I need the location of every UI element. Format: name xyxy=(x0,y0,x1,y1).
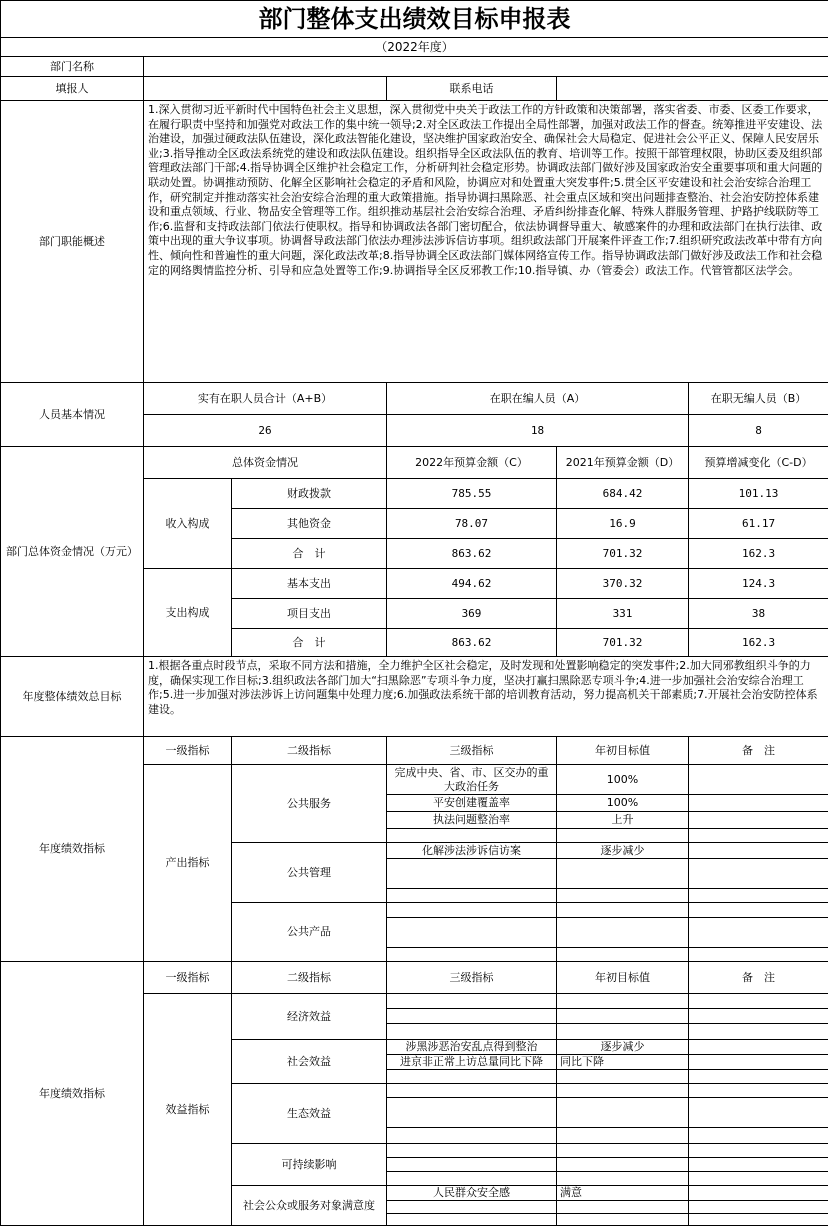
indicator-name: 完成中央、省、市、区交办的重大政治任务 xyxy=(387,765,557,795)
indicator-name xyxy=(387,1009,557,1024)
function-text: 1.深入贯彻习近平新时代中国特色社会主义思想，深入贯彻党中央关于政法工作的方针政策和决策部署，落实省委、市委、区委工作要求，在履行职责中坚持和加强党对政法工作的集中统一领导;2.对全区政法工作提出全局性部署，加强对政法工作的督查。统筹推进平安建设、法治建设，加强过硬政法队伍建设，深化政法智能化建设，坚决维护国家政治安全、确保社会大局稳定、促进社会公平正义、保障人民安居乐业;3.指导推动全区政法系统党的建设和政法队伍建设。组织指导全区政法队伍的教育、培训等工作。按照干部管理权限，协助区委及组织部管理政法部门干部;4.指导协调全区维护社会稳定工作，分析研判社会稳定形势。协调政法部门做好涉及国家政治安全重要事项和重大问题的联动处置。协调推动预防、化解全区影响社会稳定的矛盾和风险，协调应对和处置重大突发事件;5.贯全区平安建设和社会治安综合治理工作，研究制定并推动落实社会治安综合治理的重大政策措施。指导协调扫黑除恶、社会重点区域和突出问题排查整治、社会治安防控体系建设和重点领域、行业、物品安全管理等工作。组织推动基层社会治安综合治理、矛盾纠纷排查化解、特殊人群服务管理、护路护线联防等工作;6.监督和支持政法部门依法行使职权。指导和协调政法各部门密切配合，依法协调督导重大、敏感案件的办理和政法部门在执行法律、政策中出现的重大争议事项。协调督导政法部门依法办理涉法涉诉信访事项。组织政法部门开展案件评查工作;7.组织研究政法改革中带有方向性、倾向性和普遍性的重大问题，深化政法改革;8.指导协调全区政法部门媒体网络宣传工作。指导协调政法部门做好涉及政法工作和社会稳定的网络舆情监控分析、引导和应急处置等工作;9.协调指导全区反邪教工作;10.指导镇、办（管委会）政法工作。代管管都区法学会。 xyxy=(144,101,828,383)
indicator-name xyxy=(387,918,557,948)
indicator-name xyxy=(387,1024,557,1040)
output-level1: 产出指标 xyxy=(144,765,232,962)
table-cell: 61.17 xyxy=(689,509,828,539)
header-level2: 二级指标 xyxy=(232,962,387,994)
public-service-label: 公共服务 xyxy=(232,765,387,843)
table-cell: 863.62 xyxy=(387,629,557,657)
indicator-name xyxy=(387,1098,557,1128)
indicator-remark xyxy=(689,1144,828,1158)
phone-value[interactable] xyxy=(557,77,828,101)
funds-header-cd: 预算增减变化（C-D） xyxy=(689,447,828,479)
indicator-target xyxy=(557,1172,689,1186)
dept-name-label: 部门名称 xyxy=(1,57,144,77)
year-label: （2022年度） xyxy=(1,38,828,57)
dept-name-value[interactable] xyxy=(144,57,828,77)
indicator-remark xyxy=(689,1201,828,1214)
indicator-remark xyxy=(689,843,828,859)
header-target: 年初目标值 xyxy=(557,962,689,994)
indicator-remark xyxy=(689,795,828,812)
table-row-label: 财政拨款 xyxy=(232,479,387,509)
expense-label: 支出构成 xyxy=(144,569,232,657)
indicator-remark xyxy=(689,1214,828,1226)
table-row-label: 合 计 xyxy=(232,539,387,569)
indicator-remark xyxy=(689,812,828,829)
header-remark: 备 注 xyxy=(689,737,828,765)
personnel-value-a: 18 xyxy=(387,415,689,447)
indicator-name: 人民群众安全感 xyxy=(387,1186,557,1201)
ecological-label: 生态效益 xyxy=(232,1084,387,1144)
indicator-name xyxy=(387,859,557,889)
indicator-name: 平安创建覆盖率 xyxy=(387,795,557,812)
output-indicators-label: 年度绩效指标 xyxy=(1,737,144,962)
indicator-remark xyxy=(689,994,828,1009)
indicator-remark xyxy=(689,1098,828,1128)
personnel-header-b: 在职无编人员（B） xyxy=(689,383,828,415)
indicator-name xyxy=(387,1201,557,1214)
indicator-remark xyxy=(689,1128,828,1144)
indicator-target xyxy=(557,1128,689,1144)
table-cell: 331 xyxy=(557,599,689,629)
reporter-value[interactable] xyxy=(144,77,387,101)
table-cell: 785.55 xyxy=(387,479,557,509)
table-cell: 38 xyxy=(689,599,828,629)
indicator-name xyxy=(387,829,557,843)
reporter-label: 填报人 xyxy=(1,77,144,101)
indicator-target xyxy=(557,1024,689,1040)
indicator-remark xyxy=(689,1040,828,1055)
personnel-header-a: 在职在编人员（A） xyxy=(387,383,689,415)
benefit-level1: 效益指标 xyxy=(144,994,232,1226)
funds-label: 部门总体资金情况（万元） xyxy=(1,447,144,657)
public-mgmt-label: 公共管理 xyxy=(232,843,387,903)
indicator-remark xyxy=(689,1172,828,1186)
indicator-target: 逐步减少 xyxy=(557,843,689,859)
indicator-name xyxy=(387,948,557,962)
indicator-target xyxy=(557,1158,689,1172)
table-cell: 78.07 xyxy=(387,509,557,539)
header-target: 年初目标值 xyxy=(557,737,689,765)
indicator-name: 化解涉法涉诉信访案 xyxy=(387,843,557,859)
indicator-remark xyxy=(689,859,828,889)
economic-label: 经济效益 xyxy=(232,994,387,1040)
indicator-name xyxy=(387,1144,557,1158)
indicator-name: 执法问题整治率 xyxy=(387,812,557,829)
indicator-remark xyxy=(689,1158,828,1172)
goal-text: 1.根据各重点时段节点，采取不同方法和措施，全力维护全区社会稳定，及时发现和处置影响稳定的突发事件;2.加大同邪教组织斗争的力度，确保实现工作目标;3.组织政法各部门加大“扫黑除恶”专项斗争力度，坚决打赢扫黑除恶专项斗争;4.进一步加强社会治安综合治理工作;5.进一步加强对涉法涉诉上访问题集中处理力度;6.加强政法系统干部的培训教育活动，努力提高机关干部素质;7.开展社会治安防控体系建设。 xyxy=(144,657,828,737)
indicator-name xyxy=(387,903,557,918)
indicator-name xyxy=(387,1128,557,1144)
table-row-label: 合 计 xyxy=(232,629,387,657)
table-row-label: 基本支出 xyxy=(232,569,387,599)
indicator-remark xyxy=(689,1055,828,1070)
indicator-target xyxy=(557,1214,689,1226)
table-cell: 162.3 xyxy=(689,629,828,657)
indicator-target xyxy=(557,1144,689,1158)
indicator-target xyxy=(557,859,689,889)
indicator-remark xyxy=(689,765,828,795)
indicator-name xyxy=(387,1084,557,1098)
funds-header-d: 2021年预算金额（D） xyxy=(557,447,689,479)
header-level3: 三级指标 xyxy=(387,737,557,765)
indicator-target: 上升 xyxy=(557,812,689,829)
table-row-label: 项目支出 xyxy=(232,599,387,629)
goal-label: 年度整体绩效总目标 xyxy=(1,657,144,737)
social-label: 社会效益 xyxy=(232,1040,387,1084)
indicator-name xyxy=(387,1172,557,1186)
page-title: 部门整体支出绩效目标申报表 xyxy=(1,1,828,38)
income-label: 收入构成 xyxy=(144,479,232,569)
table-cell: 701.32 xyxy=(557,539,689,569)
indicator-remark xyxy=(689,918,828,948)
indicator-name xyxy=(387,1070,557,1084)
benefit-indicators-label: 年度绩效指标 xyxy=(1,962,144,1226)
table-cell: 101.13 xyxy=(689,479,828,509)
header-level1: 一级指标 xyxy=(144,962,232,994)
indicator-target: 100% xyxy=(557,795,689,812)
indicator-target: 满意 xyxy=(557,1186,689,1201)
indicator-remark xyxy=(689,1024,828,1040)
indicator-remark xyxy=(689,1070,828,1084)
header-level3: 三级指标 xyxy=(387,962,557,994)
table-cell: 494.62 xyxy=(387,569,557,599)
funds-header-c: 2022年预算金额（C） xyxy=(387,447,557,479)
indicator-target xyxy=(557,994,689,1009)
personnel-value-total: 26 xyxy=(144,415,387,447)
function-label: 部门职能概述 xyxy=(1,101,144,383)
personnel-header-total: 实有在职人员合计（A+B） xyxy=(144,383,387,415)
header-level1: 一级指标 xyxy=(144,737,232,765)
indicator-target: 同比下降 xyxy=(557,1055,689,1070)
indicator-name xyxy=(387,1158,557,1172)
header-remark: 备 注 xyxy=(689,962,828,994)
indicator-target: 逐步减少 xyxy=(557,1040,689,1055)
indicator-remark xyxy=(689,948,828,962)
public-product-label: 公共产品 xyxy=(232,903,387,962)
indicator-target xyxy=(557,1084,689,1098)
table-cell: 124.3 xyxy=(689,569,828,599)
phone-label: 联系电话 xyxy=(387,77,557,101)
indicator-name xyxy=(387,1214,557,1226)
indicator-target xyxy=(557,889,689,903)
indicator-remark xyxy=(689,1186,828,1201)
funds-overall-label: 总体资金情况 xyxy=(144,447,387,479)
satisfaction-label: 社会公众或服务对象满意度 xyxy=(232,1186,387,1226)
indicator-name: 涉黑涉恶治安乱点得到整治 xyxy=(387,1040,557,1055)
table-cell: 16.9 xyxy=(557,509,689,539)
table-cell: 863.62 xyxy=(387,539,557,569)
indicator-target xyxy=(557,948,689,962)
table-cell: 369 xyxy=(387,599,557,629)
indicator-remark xyxy=(689,1084,828,1098)
indicator-name xyxy=(387,994,557,1009)
indicator-target: 100% xyxy=(557,765,689,795)
indicator-remark xyxy=(689,829,828,843)
indicator-remark xyxy=(689,903,828,918)
indicator-target xyxy=(557,1098,689,1128)
indicator-name xyxy=(387,889,557,903)
sustain-label: 可持续影响 xyxy=(232,1144,387,1186)
table-cell: 162.3 xyxy=(689,539,828,569)
personnel-label: 人员基本情况 xyxy=(1,383,144,447)
indicator-name: 进京非正常上访总量同比下降 xyxy=(387,1055,557,1070)
header-level2: 二级指标 xyxy=(232,737,387,765)
indicator-target xyxy=(557,829,689,843)
indicator-remark xyxy=(689,889,828,903)
indicator-target xyxy=(557,1070,689,1084)
table-row-label: 其他资金 xyxy=(232,509,387,539)
indicator-target xyxy=(557,1009,689,1024)
table-cell: 370.32 xyxy=(557,569,689,599)
table-cell: 684.42 xyxy=(557,479,689,509)
indicator-target xyxy=(557,918,689,948)
table-cell: 701.32 xyxy=(557,629,689,657)
personnel-value-b: 8 xyxy=(689,415,828,447)
indicator-target xyxy=(557,1201,689,1214)
indicator-target xyxy=(557,903,689,918)
indicator-remark xyxy=(689,1009,828,1024)
